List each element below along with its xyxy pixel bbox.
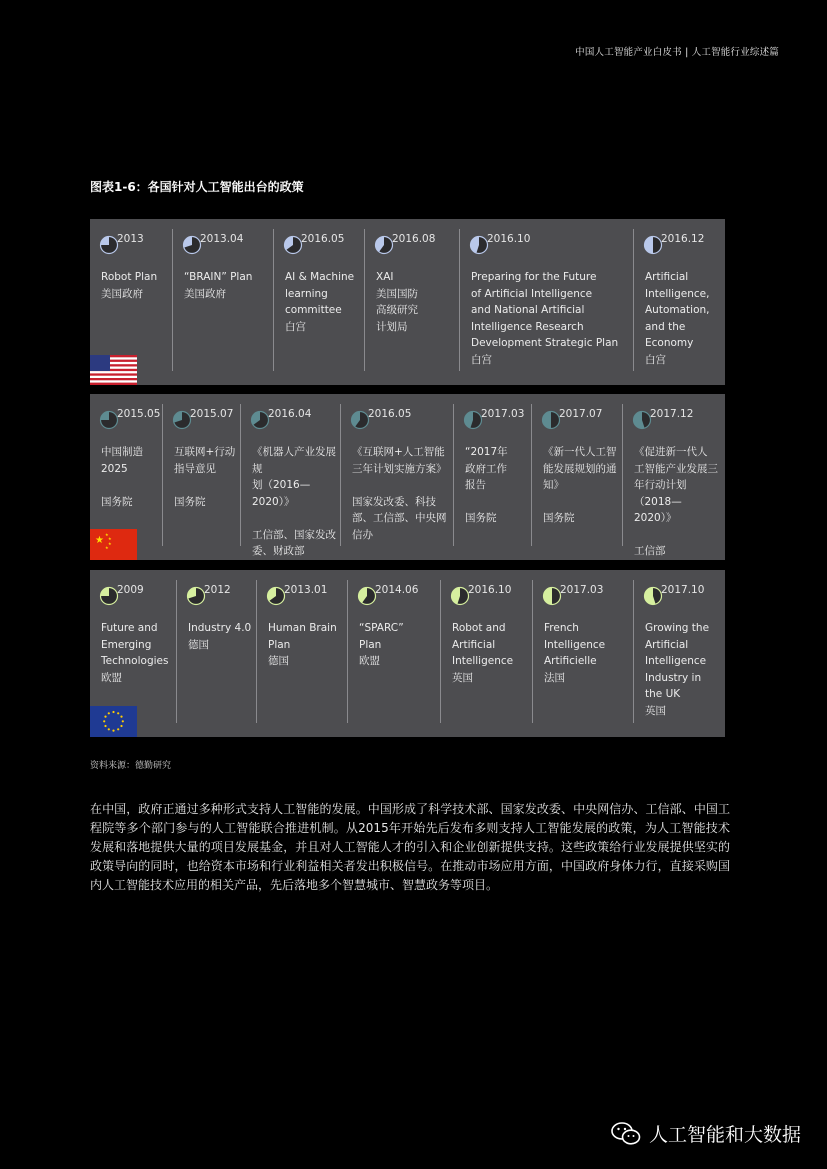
policy-text: Industry 4.0 德国 xyxy=(188,622,252,651)
policy-text: Preparing for the Future of Artificial Intelligence and National Artificial Intelligence Research Development Strategic Plan 白宫 xyxy=(471,271,619,366)
figure-title: 图表1-6：各国针对人工智能出台的政策 xyxy=(90,180,304,194)
policy-text: “BRAIN” Plan 美国政府 xyxy=(184,271,253,300)
policy-text: 中国制造 2025 国务院 xyxy=(101,446,143,508)
pie-icon xyxy=(357,586,377,606)
policy-date: 2016.04 xyxy=(268,408,312,420)
policy-item xyxy=(622,404,725,557)
policy-date: 2016.10 xyxy=(487,233,531,245)
policy-text: French Intelligence Artificielle 法国 xyxy=(544,622,606,684)
panel-eu xyxy=(90,570,725,737)
policy-date: 2015.07 xyxy=(190,408,234,420)
china-flag xyxy=(90,529,137,560)
policy-date: 2015.05 xyxy=(117,408,161,420)
policy-date: 2016.05 xyxy=(301,233,345,245)
policy-text: AI & Machine learning committee 白宫 xyxy=(285,271,355,333)
policy-date: 2017.03 xyxy=(560,584,604,596)
svg-text:★: ★ xyxy=(108,536,112,541)
brand-text: 人工智能和大数据 xyxy=(648,1124,801,1146)
policy-text: Robot and Artificial Intelligence 英国 xyxy=(452,622,514,684)
policy-text: 《促进新一代人 工智能产业发展三 年行动计划 （2018—2020）》 工信部 xyxy=(634,446,718,557)
policy-text: Human Brain Plan 德国 xyxy=(268,622,337,667)
policy-item xyxy=(364,229,459,371)
policy-item xyxy=(172,229,273,371)
pie-icon xyxy=(632,410,652,430)
pie-icon xyxy=(541,410,561,430)
svg-text:★: ★ xyxy=(105,545,109,550)
policy-text: 《新一代人工智 能发展规划的通 知》 国务院 xyxy=(543,446,617,524)
pie-icon xyxy=(266,586,286,606)
policy-date: 2013 xyxy=(117,233,144,245)
panel-china xyxy=(90,394,725,560)
pie-icon xyxy=(182,235,202,255)
policy-item xyxy=(176,580,256,723)
pie-icon xyxy=(172,410,192,430)
policy-item xyxy=(90,229,172,371)
pie-icon xyxy=(99,586,119,606)
brand-watermark xyxy=(611,1120,801,1147)
policy-text: 《机器人产业发展规 划（2016—2020）》 工信部、国家发改 委、财政部 xyxy=(252,446,336,557)
policy-text: Artificial Intelligence, Automation, and the Economy 白宫 xyxy=(645,271,710,366)
svg-text:★: ★ xyxy=(95,535,104,546)
policy-date: 2016.12 xyxy=(661,233,705,245)
policy-date: 2014.06 xyxy=(375,584,419,596)
pie-icon xyxy=(283,235,303,255)
policy-item xyxy=(256,580,347,723)
pie-icon xyxy=(99,235,119,255)
policy-item xyxy=(633,580,725,723)
page-header: 中国人工智能产业白皮书 | 人工智能行业综述篇 xyxy=(575,47,779,58)
pie-icon xyxy=(643,235,663,255)
us-flag xyxy=(90,355,137,385)
pie-icon xyxy=(350,410,370,430)
policy-text: 《互联网+人工智能 三年计划实施方案》 国家发改委、科技 部、工信部、中央网 信办 xyxy=(352,446,447,541)
policy-date: 2009 xyxy=(117,584,144,596)
policy-item xyxy=(273,229,364,371)
policy-date: 2017.03 xyxy=(481,408,525,420)
policy-item xyxy=(90,404,162,546)
pie-icon xyxy=(542,586,562,606)
pie-icon xyxy=(450,586,470,606)
pie-icon xyxy=(643,586,663,606)
pie-icon xyxy=(374,235,394,255)
pie-icon xyxy=(250,410,270,430)
policy-date: 2017.07 xyxy=(559,408,603,420)
body-paragraph: 在中国，政府正通过多种形式支持人工智能的发展。中国形成了科学技术部、国家发改委、中央网信办、工信部、中国工程院等多个部门参与的人工智能联合推进机制。从2015年开始先后发布多则支持人工智能发展的政策，为人工智能技术发展和落地提供大量的项目发展基金，并且对人工智能人才的引入和企业创新提供支持。这些政策给行业发展提供坚实的政策导向的同时，也给资本市场和行业利益相关者发出积极信号。在推动市场应用方面，中国政府身体力行，直接采购国内人工智能技术应用的相关产品，先后落地多个智慧城市、智慧政务等项目。 xyxy=(90,802,730,892)
source-note: 资料来源：德勤研究 xyxy=(90,761,172,771)
pie-icon xyxy=(186,586,206,606)
wechat-icon xyxy=(611,1121,641,1147)
policy-item xyxy=(90,580,176,723)
policy-date: 2017.12 xyxy=(650,408,694,420)
policy-text: 互联网+行动 指导意见 国务院 xyxy=(174,446,236,508)
policy-item xyxy=(340,404,453,546)
policy-item xyxy=(459,229,633,371)
policy-date: 2017.10 xyxy=(661,584,705,596)
policy-item xyxy=(531,404,622,546)
policy-text: “SPARC” Plan 欧盟 xyxy=(359,622,404,667)
policy-date: 2012 xyxy=(204,584,231,596)
svg-text:★: ★ xyxy=(105,532,109,537)
policy-item xyxy=(162,404,240,546)
pie-icon xyxy=(99,410,119,430)
policy-text: Growing the Artificial Intelligence Industry in the UK 英国 xyxy=(645,622,710,717)
policy-item xyxy=(532,580,633,723)
policy-text: XAI 美国国防 高级研究 计划局 xyxy=(376,271,418,333)
policy-date: 2013.01 xyxy=(284,584,328,596)
policy-date: 2016.05 xyxy=(368,408,412,420)
policy-date: 2016.08 xyxy=(392,233,436,245)
policy-date: 2013.04 xyxy=(200,233,244,245)
policy-item xyxy=(240,404,340,557)
panel-us xyxy=(90,219,725,385)
eu-flag xyxy=(90,706,137,737)
policy-item xyxy=(453,404,531,546)
svg-text:★: ★ xyxy=(108,541,112,546)
policy-date: 2016.10 xyxy=(468,584,512,596)
policy-item xyxy=(633,229,725,371)
pie-icon xyxy=(463,410,483,430)
policy-text: Robot Plan 美国政府 xyxy=(101,271,158,300)
pie-icon xyxy=(469,235,489,255)
policy-text: “2017年 政府工作 报告 国务院 xyxy=(465,446,508,524)
policy-text: Future and Emerging Technologies 欧盟 xyxy=(101,622,169,684)
policy-item xyxy=(347,580,440,723)
policy-item xyxy=(440,580,532,723)
